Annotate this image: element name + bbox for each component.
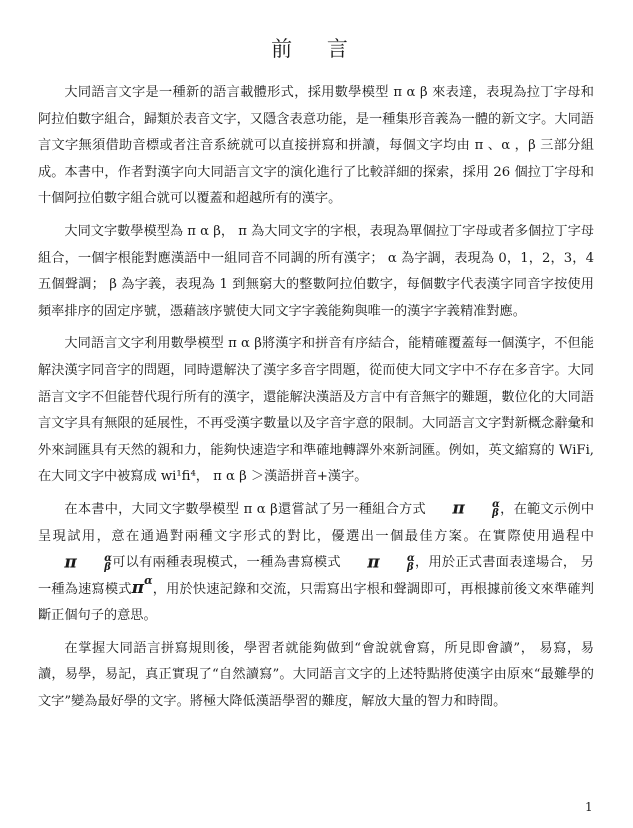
paragraph-2: 大同文字數學模型為 π α β， π 為大同文字的字根，表現為單個拉丁字母或者多個拉丁字母組合，一個字根能對應漢語中一組同音不同調的所有漢字； α 為字調，表現為 0，1，2，3，4 五個聲調； β 為字義，表現為 1 到無窮大的整數阿拉伯數字，每個數字代表漢字同音字按使用頻率排序的固定序號，憑藉該序號使大同文字字義能夠與唯一的漢字字義精准對應。 (38, 223, 594, 319)
formula-pi-alpha-beta: π α β (452, 498, 500, 520)
formula-pi-alpha: $\pi^\alpha$ (131, 574, 153, 598)
paragraph-1: 大同語言文字是一種新的語言載體形式，採用數學模型 π α β 來表達，表現為拉丁字母和阿拉伯數字組合，歸類於表音文字，又隱含表意功能，是一種集形音義為一體的新文字。大同語言文字無須借助音標或者注音系統就可以直接拼寫和拼讀，每個文字均由 π 、α ，β 三部分組成。本書中，作者對漢字向大同語言文字的演化進行了比較詳細的探索，採用 26 個拉丁字母和十個阿拉伯數字組合就可以覆蓋和超越所有的漢字。 (38, 85, 594, 207)
p4-text-d: ，用於正式書面表達場合， 另一種為速寫模式 (38, 555, 594, 597)
p4-text-b: ，在範文示例中呈現試用，意在通過對兩種文字形式的對比，優選出一個最佳方案。在實際使用過程中 (38, 501, 595, 544)
p4-text-a: 在本書中，大同文字數學模型 π α β還嘗試了另一種組合方式 (64, 501, 426, 517)
page-title: 前 言 (271, 37, 362, 61)
page-number: 1 (585, 800, 593, 814)
formula-pi-alpha-beta: π α β (367, 552, 415, 573)
formula-pi-alpha-beta: π α β (64, 552, 112, 573)
p4-text-e: ，用於快速記錄和交流，只需寫出字根和聲調即可，再根據前後文來準確判斷正個句子的意思。 (38, 581, 594, 624)
paragraph-5: 在掌握大同語言拼寫規則後，學習者就能夠做到“會說就會寫，所見即會讀”， 易寫，易讀，易學，易記，真正實現了“自然讀寫”。大同語言文字的上述特點將使漢字由原來“最難學的文字”變為最好學的文字。將極大降低漢語學習的難度，解放大量的智力和時間。 (38, 640, 594, 710)
paragraph-4 (38, 497, 594, 630)
p4-text-c: 可以有兩種表現模式，一種為書寫模式 (111, 555, 341, 571)
paragraph-3: 大同語言文字利用數學模型 π α β將漢字和拼音有序結合，能精確覆蓋每一個漢字，不但能解決漢字同音字的問題，同時還解決了漢字多音字問題，從而使大同文字中不存在多音字。大同語言文字不但能替代現行所有的漢字，還能解決漢語及方言中有音無字的難題，數位化的大同語言文字具有無限的延展性，不再受漢字數量以及字音字意的限制。大同語言文字對新概念辭彙和外來詞匯具有天然的親和力，能夠快速造字和準確地轉譯外來新詞匯。例如，英文縮寫的 WiFi,在大同文字中被寫成 wi¹fi⁴， π α β ＞漢語拼音+漢字。 (38, 336, 594, 485)
body-text (38, 80, 594, 722)
